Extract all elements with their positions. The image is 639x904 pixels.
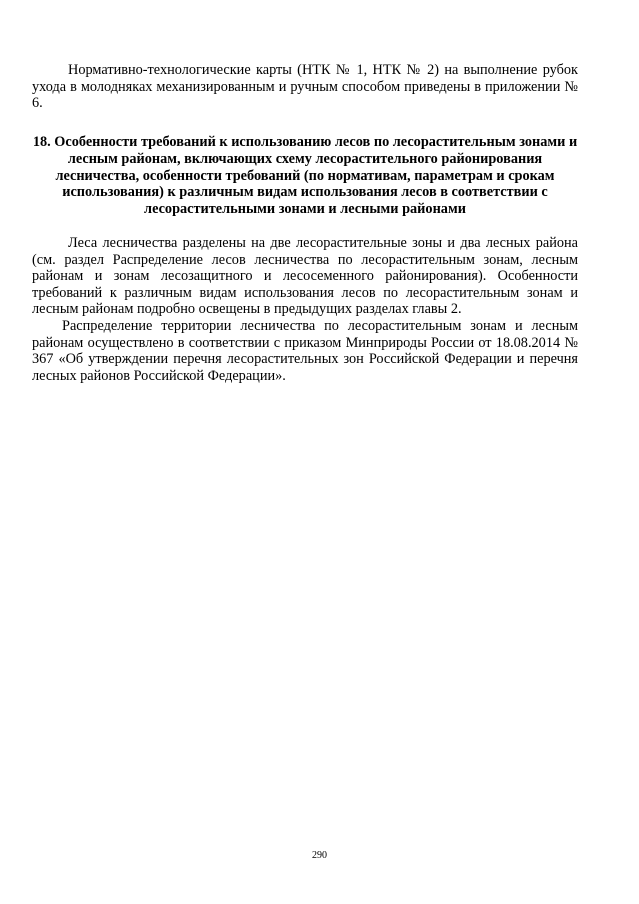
body-paragraph-1: Леса лесничества разделены на две лесорастительные зоны и два лесных района (см. раздел Распределение лесов лесничества по лесорастительным зонам, лесным районам и зонам лесозащитного и лесосеменного районирования). Особенности требований к различным видам использования лесов по лесорастительным зонам и лесным районам подробно освещены в предыдущих разделах главы 2. [32,235,578,318]
section-heading: 18. Особенности требований к использованию лесов по лесорастительным зонами и лесным районам, включающих схему лесорастительного районирования лесничества, особенности требований (по нормативам, параметрам и срокам использования) к различным видам использования лесов в соответствии с лесорастительными зонами и лесными районами [32,134,578,218]
page-number: 290 [312,850,327,861]
intro-paragraph: Нормативно-технологические карты (НТК № 1, НТК № 2) на выполнение рубок ухода в молодняках механизированным и ручным способом приведены в приложении № 6. [32,62,578,112]
body-paragraph-2: Распределение территории лесничества по лесорастительным зонам и лесным районам осуществлено в соответствии с приказом Минприроды России от 18.08.2014 № 367 «Об утверждении перечня лесорастительных зон Российской Федерации и перечня лесных районов Российской Федерации». [32,317,578,384]
intro-section [32,62,578,112]
body-section [32,235,578,384]
